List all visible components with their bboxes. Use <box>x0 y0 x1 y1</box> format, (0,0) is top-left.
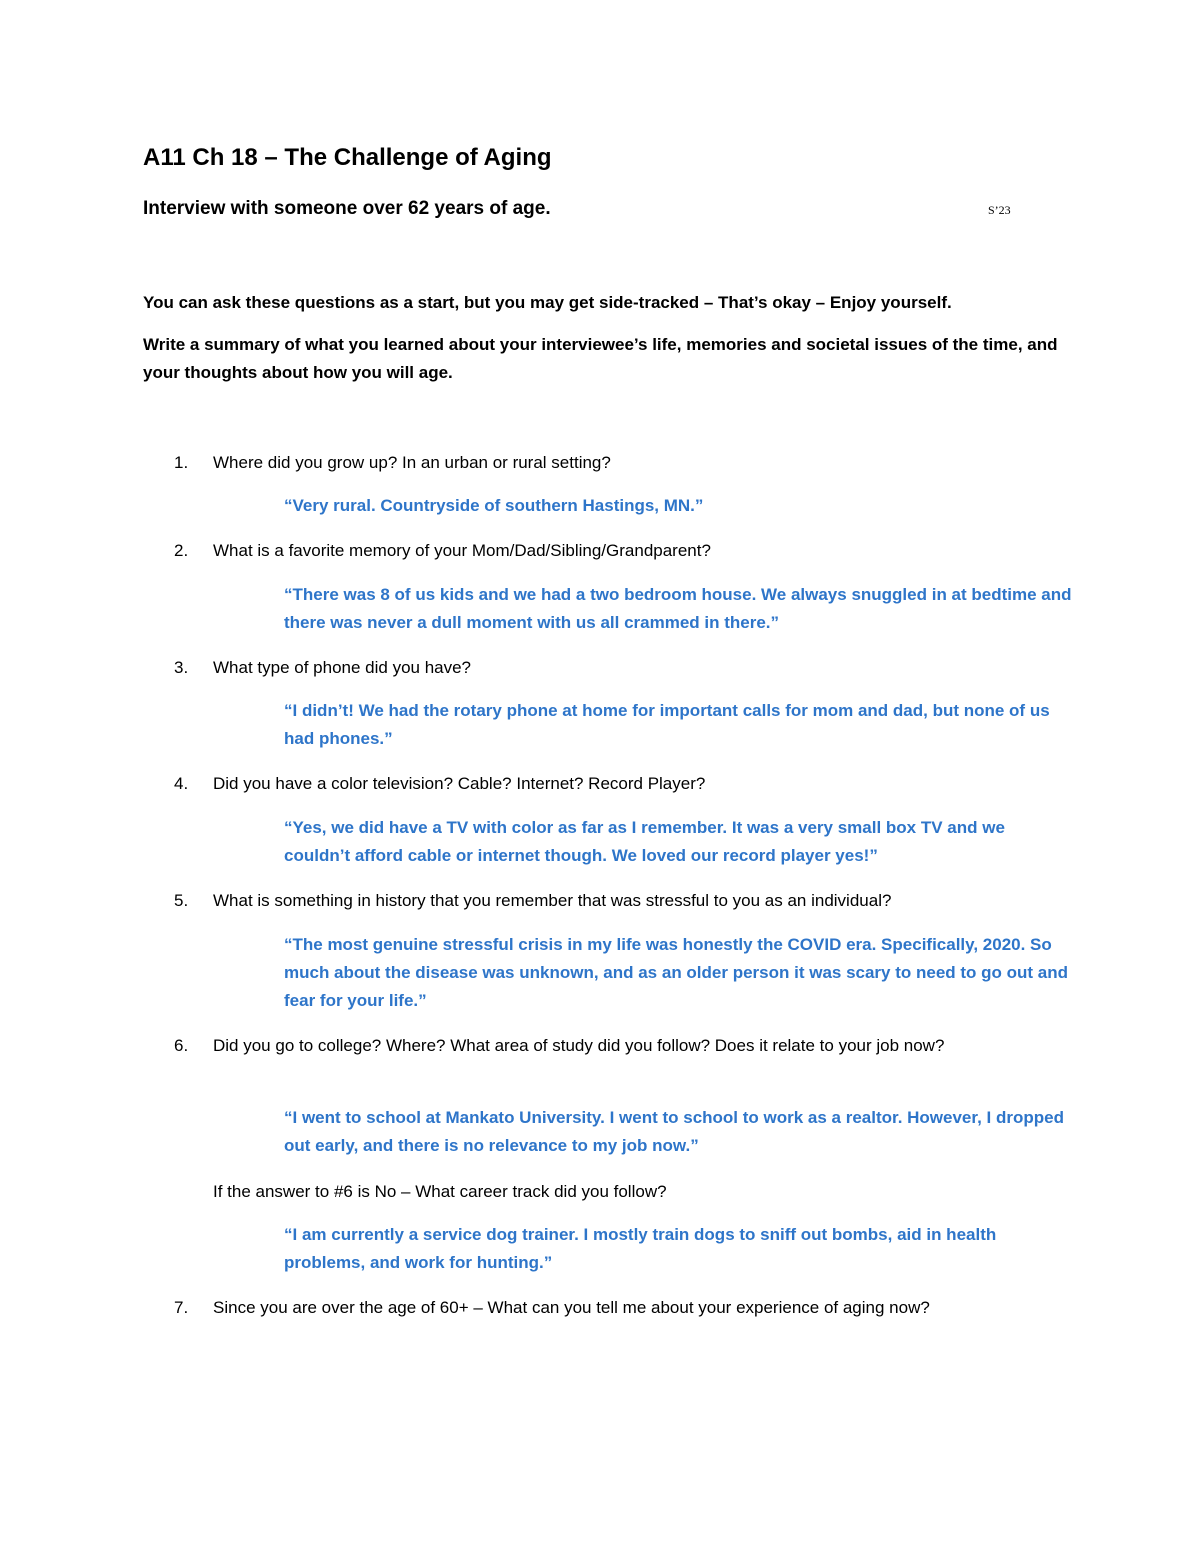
answer-text: “The most genuine stressful crisis in my life was honestly the COVID era. Specifically, 2020. So much about the disease was unknown, and as an older person it was scary to need to go out and fear for your life.” <box>284 935 1069 1010</box>
intro-summary-instruction: Write a summary of what you learned about your interviewee’s life, memories and societal issues of the time, and your thoughts about how you will age. <box>143 335 1058 382</box>
question-number: 5. <box>174 891 189 910</box>
answer-text: “I didn’t! We had the rotary phone at home for important calls for mom and dad, but none of us had phones.” <box>284 701 1050 748</box>
question-text: What is a favorite memory of your Mom/Dad/Sibling/Grandparent? <box>213 541 711 560</box>
page-subtitle: Interview with someone over 62 years of age. <box>143 198 551 219</box>
version-label: S’23 <box>988 203 1011 217</box>
intro-instruction: You can ask these questions as a start, but you may get side-tracked – That’s okay – Enjoy yourself. <box>143 293 952 312</box>
answer-text: “I went to school at Mankato University. I went to school to work as a realtor. However, I dropped out early, and there is no relevance to my job now.” <box>284 1108 1064 1155</box>
question-number: 2. <box>174 541 189 560</box>
question-text: Did you go to college? Where? What area of study did you follow? Does it relate to your job now? <box>213 1036 945 1055</box>
question-number: 7. <box>174 1298 189 1317</box>
question-text: Since you are over the age of 60+ – What can you tell me about your experience of aging now? <box>213 1298 930 1317</box>
question-number: 1. <box>174 453 189 472</box>
page-title: A11 Ch 18 – The Challenge of Aging <box>143 144 552 171</box>
question-number: 6. <box>174 1036 189 1055</box>
answer-text: “There was 8 of us kids and we had a two bedroom house. We always snuggled in at bedtime and there was never a dull moment with us all crammed in there.” <box>284 585 1072 632</box>
question-text: What is something in history that you remember that was stressful to you as an individual? <box>213 891 892 910</box>
answer-text: “Very rural. Countryside of southern Hastings, MN.” <box>284 496 704 515</box>
question-text: Where did you grow up? In an urban or rural setting? <box>213 453 611 472</box>
answer-text: “I am currently a service dog trainer. I mostly train dogs to sniff out bombs, aid in health problems, and work for hunting.” <box>284 1225 997 1272</box>
question-text: If the answer to #6 is No – What career track did you follow? <box>213 1182 667 1201</box>
answer-text: “Yes, we did have a TV with color as far as I remember. It was a very small box TV and we couldn’t afford cable or internet though. We loved our record player yes!” <box>284 818 1005 865</box>
question-text: Did you have a color television? Cable? Internet? Record Player? <box>213 774 706 793</box>
question-number: 4. <box>174 774 189 793</box>
question-text: What type of phone did you have? <box>213 658 472 677</box>
question-number: 3. <box>174 658 189 677</box>
